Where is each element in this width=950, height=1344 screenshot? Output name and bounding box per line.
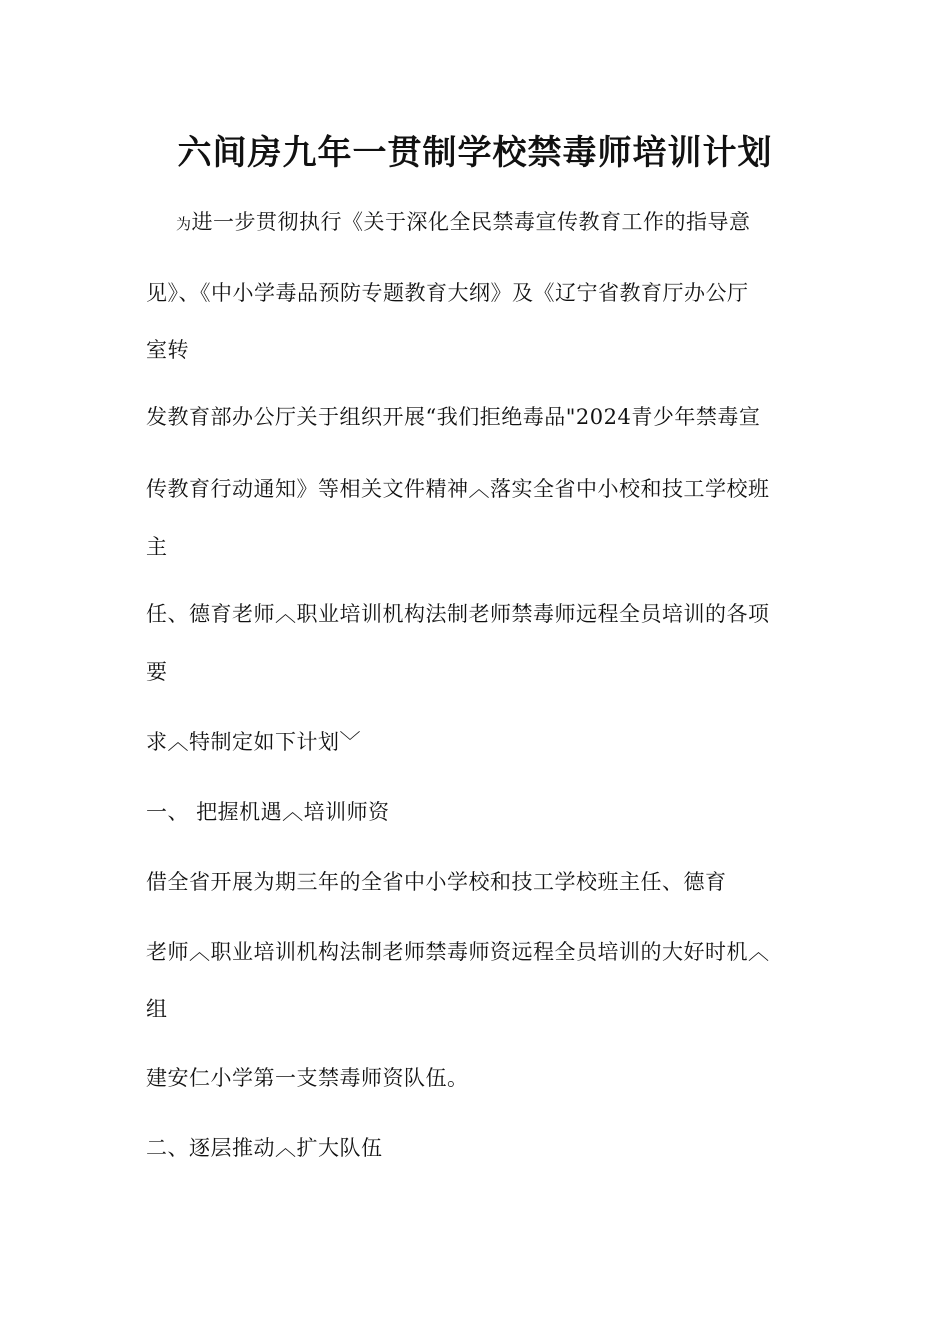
text-line-12: 老师︿职业培训机构法制老师禁毒师资远程全员培训的大好时机︿ <box>146 940 770 964</box>
intro-prefix: 为 <box>176 215 192 233</box>
text-line-2: 见》、《中小学毒品预防专题教育大纲》及《辽宁省教育厅办公厅 <box>146 281 749 305</box>
section-heading-2: 二、逐层推动︿扩大队伍 <box>146 1136 383 1160</box>
text-line-7: 任、德育老师︿职业培训机构法制老师禁毒师远程全员培训的各项 <box>146 602 770 626</box>
document-title: 六间房九年一贯制学校禁毒师培训计划 <box>177 133 773 173</box>
text-line-14: 建安仁小学第一支禁毒师资队伍。 <box>146 1066 469 1090</box>
text-line-3: 室转 <box>146 338 189 362</box>
text-line-4: 发教育部办公厅关于组织开展“我们拒绝毒品"2024青少年禁毒宣 <box>146 405 761 429</box>
text-line-5: 传教育行动通知》等相关文件精神︿落实全省中小校和技工学校班 <box>146 477 770 501</box>
section-heading-1: 一、 把握机遇︿培训师资 <box>146 800 390 824</box>
text-line-13: 组 <box>146 997 168 1021</box>
text-line-6: 主 <box>146 535 168 559</box>
intro-line <box>146 207 751 239</box>
text-line-11: 借全省开展为期三年的全省中小学校和技工学校班主任、德育 <box>146 870 727 894</box>
text-line-8: 要 <box>146 660 168 684</box>
text-line-9: 求︿特制定如下计划﹀ <box>146 730 361 754</box>
text-line-1: 进一步贯彻执行《关于深化全民禁毒宣传教育工作的指导意 <box>191 210 751 234</box>
